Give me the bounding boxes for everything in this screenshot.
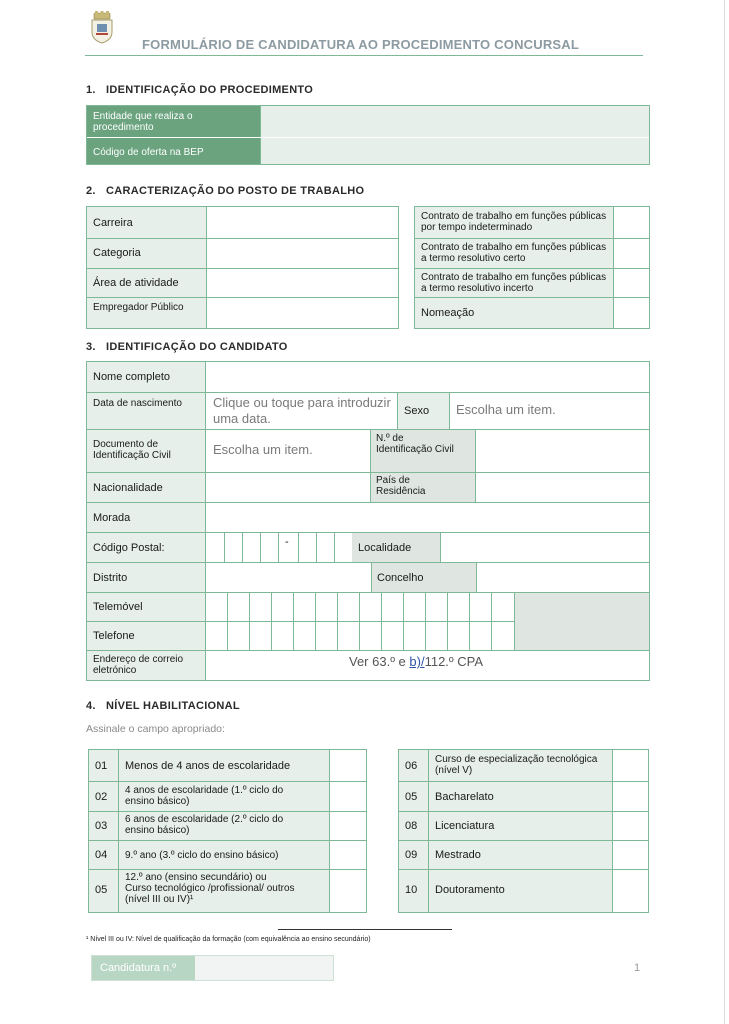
- section-4-heading: NÍVEL HABILITACIONAL: [106, 700, 240, 712]
- candidatura-field[interactable]: [195, 956, 333, 980]
- edu-code-05b: 05: [405, 791, 418, 803]
- telemovel-field[interactable]: [206, 593, 514, 621]
- bep-code-label: Código de oferta na BEP: [93, 147, 204, 158]
- page-number: 1: [634, 962, 641, 974]
- contract-incerto-checkbox[interactable]: [614, 269, 649, 297]
- edu-label-03: 6 anos de escolaridade (2.º ciclo do ensino básico): [125, 814, 284, 836]
- edu-code-08: 08: [405, 820, 418, 832]
- nome-field[interactable]: [206, 362, 649, 392]
- distrito-label: Distrito: [93, 572, 128, 584]
- area-field[interactable]: [207, 269, 398, 297]
- carreira-label: Carreira: [93, 217, 133, 229]
- nomeacao-checkbox[interactable]: [614, 298, 649, 328]
- edu-label-04: 9.º ano (3.º ciclo do ensino básico): [125, 850, 279, 861]
- education-left-table: [88, 749, 367, 913]
- area-label: Área de atividade: [93, 277, 179, 289]
- candidatura-label: Candidatura n.º: [92, 956, 195, 980]
- section-2-title: [86, 185, 364, 197]
- edu-label-licenciatura: Licenciatura: [435, 820, 495, 832]
- job-left-table: [86, 206, 399, 329]
- localidade-label: Localidade: [358, 542, 412, 554]
- telemovel-label: Telemóvel: [93, 601, 143, 613]
- documento-dropdown[interactable]: Escolha um item.: [213, 442, 313, 457]
- edu-code-10: 10: [405, 884, 418, 896]
- edu-code-02: 02: [95, 791, 108, 803]
- candidatura-box: [91, 955, 334, 981]
- categoria-label: Categoria: [93, 247, 141, 259]
- contract-certo-label: Contrato de trabalho em funções públicas a termo resolutivo certo: [421, 242, 607, 264]
- date-picker[interactable]: Clique ou toque para introduzir uma data.: [213, 395, 391, 426]
- n-identificacao-label: N.º de Identificação Civil: [376, 433, 454, 455]
- categoria-field[interactable]: [207, 239, 398, 268]
- procedure-table: [86, 105, 650, 165]
- edu-checkbox-licenciatura[interactable]: [613, 812, 648, 840]
- nacionalidade-label: Nacionalidade: [93, 482, 163, 494]
- footnote: ¹ Nível III ou IV: Nível de qualificação da formação (com equivalência ao ensino secundário): [86, 936, 371, 943]
- edu-code-03: 03: [95, 820, 108, 832]
- sexo-label: Sexo: [404, 405, 430, 417]
- candidate-table: [86, 361, 650, 681]
- concelho-field[interactable]: [477, 563, 649, 592]
- edu-checkbox-bacharelato[interactable]: [613, 782, 648, 811]
- edu-checkbox-04[interactable]: [330, 841, 366, 869]
- pais-label: País de Residência: [376, 475, 426, 497]
- section-3-title: [86, 341, 288, 353]
- section-2-heading: CARACTERIZAÇÃO DO POSTO DE TRABALHO: [106, 185, 365, 197]
- contract-indeterminado-checkbox[interactable]: [614, 207, 649, 238]
- section-1-number: 1.: [86, 84, 96, 96]
- section-4-hint: Assinale o campo apropriado:: [86, 723, 225, 735]
- empregador-label: Empregador Público: [93, 302, 184, 313]
- section-4-number: 4.: [86, 700, 96, 712]
- edu-code-09: 09: [405, 849, 418, 861]
- contract-incerto-label: Contrato de trabalho em funções públicas a termo resolutivo incerto: [421, 272, 607, 294]
- data-nascimento-label: Data de nascimento: [93, 398, 182, 409]
- carreira-field[interactable]: [207, 207, 398, 238]
- edu-checkbox-01[interactable]: [330, 750, 366, 781]
- section-3-number: 3.: [86, 341, 96, 353]
- entity-label: Entidade que realiza o procedimento: [93, 111, 193, 133]
- title-divider: [85, 55, 643, 56]
- section-3-heading: IDENTIFICAÇÃO DO CANDIDATO: [106, 341, 288, 353]
- documento-label: Documento de Identificação Civil: [93, 439, 171, 461]
- education-right-table: [398, 749, 649, 913]
- contract-indeterminado-label: Contrato de trabalho em funções públicas por tempo indeterminado: [421, 211, 607, 233]
- section-1-heading: IDENTIFICAÇÃO DO PROCEDIMENTO: [106, 84, 314, 96]
- edu-code-01: 01: [95, 760, 108, 772]
- edu-checkbox-03[interactable]: [330, 812, 366, 840]
- edu-checkbox-doutoramento[interactable]: [613, 870, 648, 912]
- nacionalidade-field[interactable]: [206, 473, 370, 502]
- pais-field[interactable]: [476, 473, 649, 502]
- edu-checkbox-mestrado[interactable]: [613, 841, 648, 869]
- distrito-field[interactable]: [206, 563, 371, 592]
- nome-label: Nome completo: [93, 371, 171, 383]
- edu-checkbox-06[interactable]: [613, 750, 648, 781]
- section-4-title: [86, 700, 240, 712]
- email-note-link[interactable]: b)/: [409, 654, 425, 669]
- edu-label-06: Curso de especialização tecnológica (nível V): [435, 754, 598, 776]
- edu-label-bacharelato: Bacharelato: [435, 791, 494, 803]
- edu-label-mestrado: Mestrado: [435, 849, 481, 861]
- bep-code-field[interactable]: [261, 138, 649, 164]
- n-identificacao-field[interactable]: [476, 430, 649, 472]
- email-note-text-2: 112.º CPA: [424, 654, 484, 669]
- footnote-divider: [278, 929, 452, 930]
- postal-code-separator: -: [285, 536, 289, 548]
- postal-code-field[interactable]: [206, 533, 352, 562]
- morada-field[interactable]: [206, 503, 649, 532]
- empregador-field[interactable]: [207, 298, 398, 328]
- email-label: Endereço de correio eletrónico: [93, 654, 184, 676]
- section-2-number: 2.: [86, 185, 96, 197]
- telefone-field[interactable]: [206, 622, 514, 650]
- sexo-dropdown[interactable]: Escolha um item.: [456, 402, 556, 417]
- edu-code-04: 04: [95, 849, 108, 861]
- email-legal-note: [349, 654, 483, 669]
- concelho-label: Concelho: [377, 572, 424, 584]
- edu-label-01: Menos de 4 anos de escolaridade: [125, 760, 291, 772]
- edu-checkbox-02[interactable]: [330, 782, 366, 811]
- document-title: FORMULÁRIO DE CANDIDATURA AO PROCEDIMENTO CONCURSAL: [142, 37, 580, 52]
- edu-label-02: 4 anos de escolaridade (1.º ciclo do ensino básico): [125, 785, 284, 807]
- localidade-field[interactable]: [441, 533, 649, 562]
- municipal-crest-icon: [88, 10, 116, 44]
- page-edge: [724, 0, 725, 1024]
- edu-label-doutoramento: Doutoramento: [435, 884, 505, 896]
- contract-type-table: [414, 206, 650, 329]
- edu-code-05: 05: [95, 884, 108, 896]
- contract-certo-checkbox[interactable]: [614, 239, 649, 268]
- nomeacao-label: Nomeação: [421, 307, 475, 319]
- edu-code-06: 06: [405, 760, 418, 772]
- edu-label-05: 12.º ano (ensino secundário) ou Curso tecnológico /profissional/ outros (nível III ou IV)¹: [125, 872, 295, 905]
- section-1-title: [86, 84, 313, 96]
- entity-field[interactable]: [261, 106, 649, 137]
- telefone-label: Telefone: [93, 630, 135, 642]
- morada-label: Morada: [93, 512, 131, 524]
- codigo-postal-label: Código Postal:: [93, 542, 165, 554]
- edu-checkbox-05[interactable]: [330, 870, 366, 912]
- email-note-text: Ver 63.º e: [349, 654, 410, 669]
